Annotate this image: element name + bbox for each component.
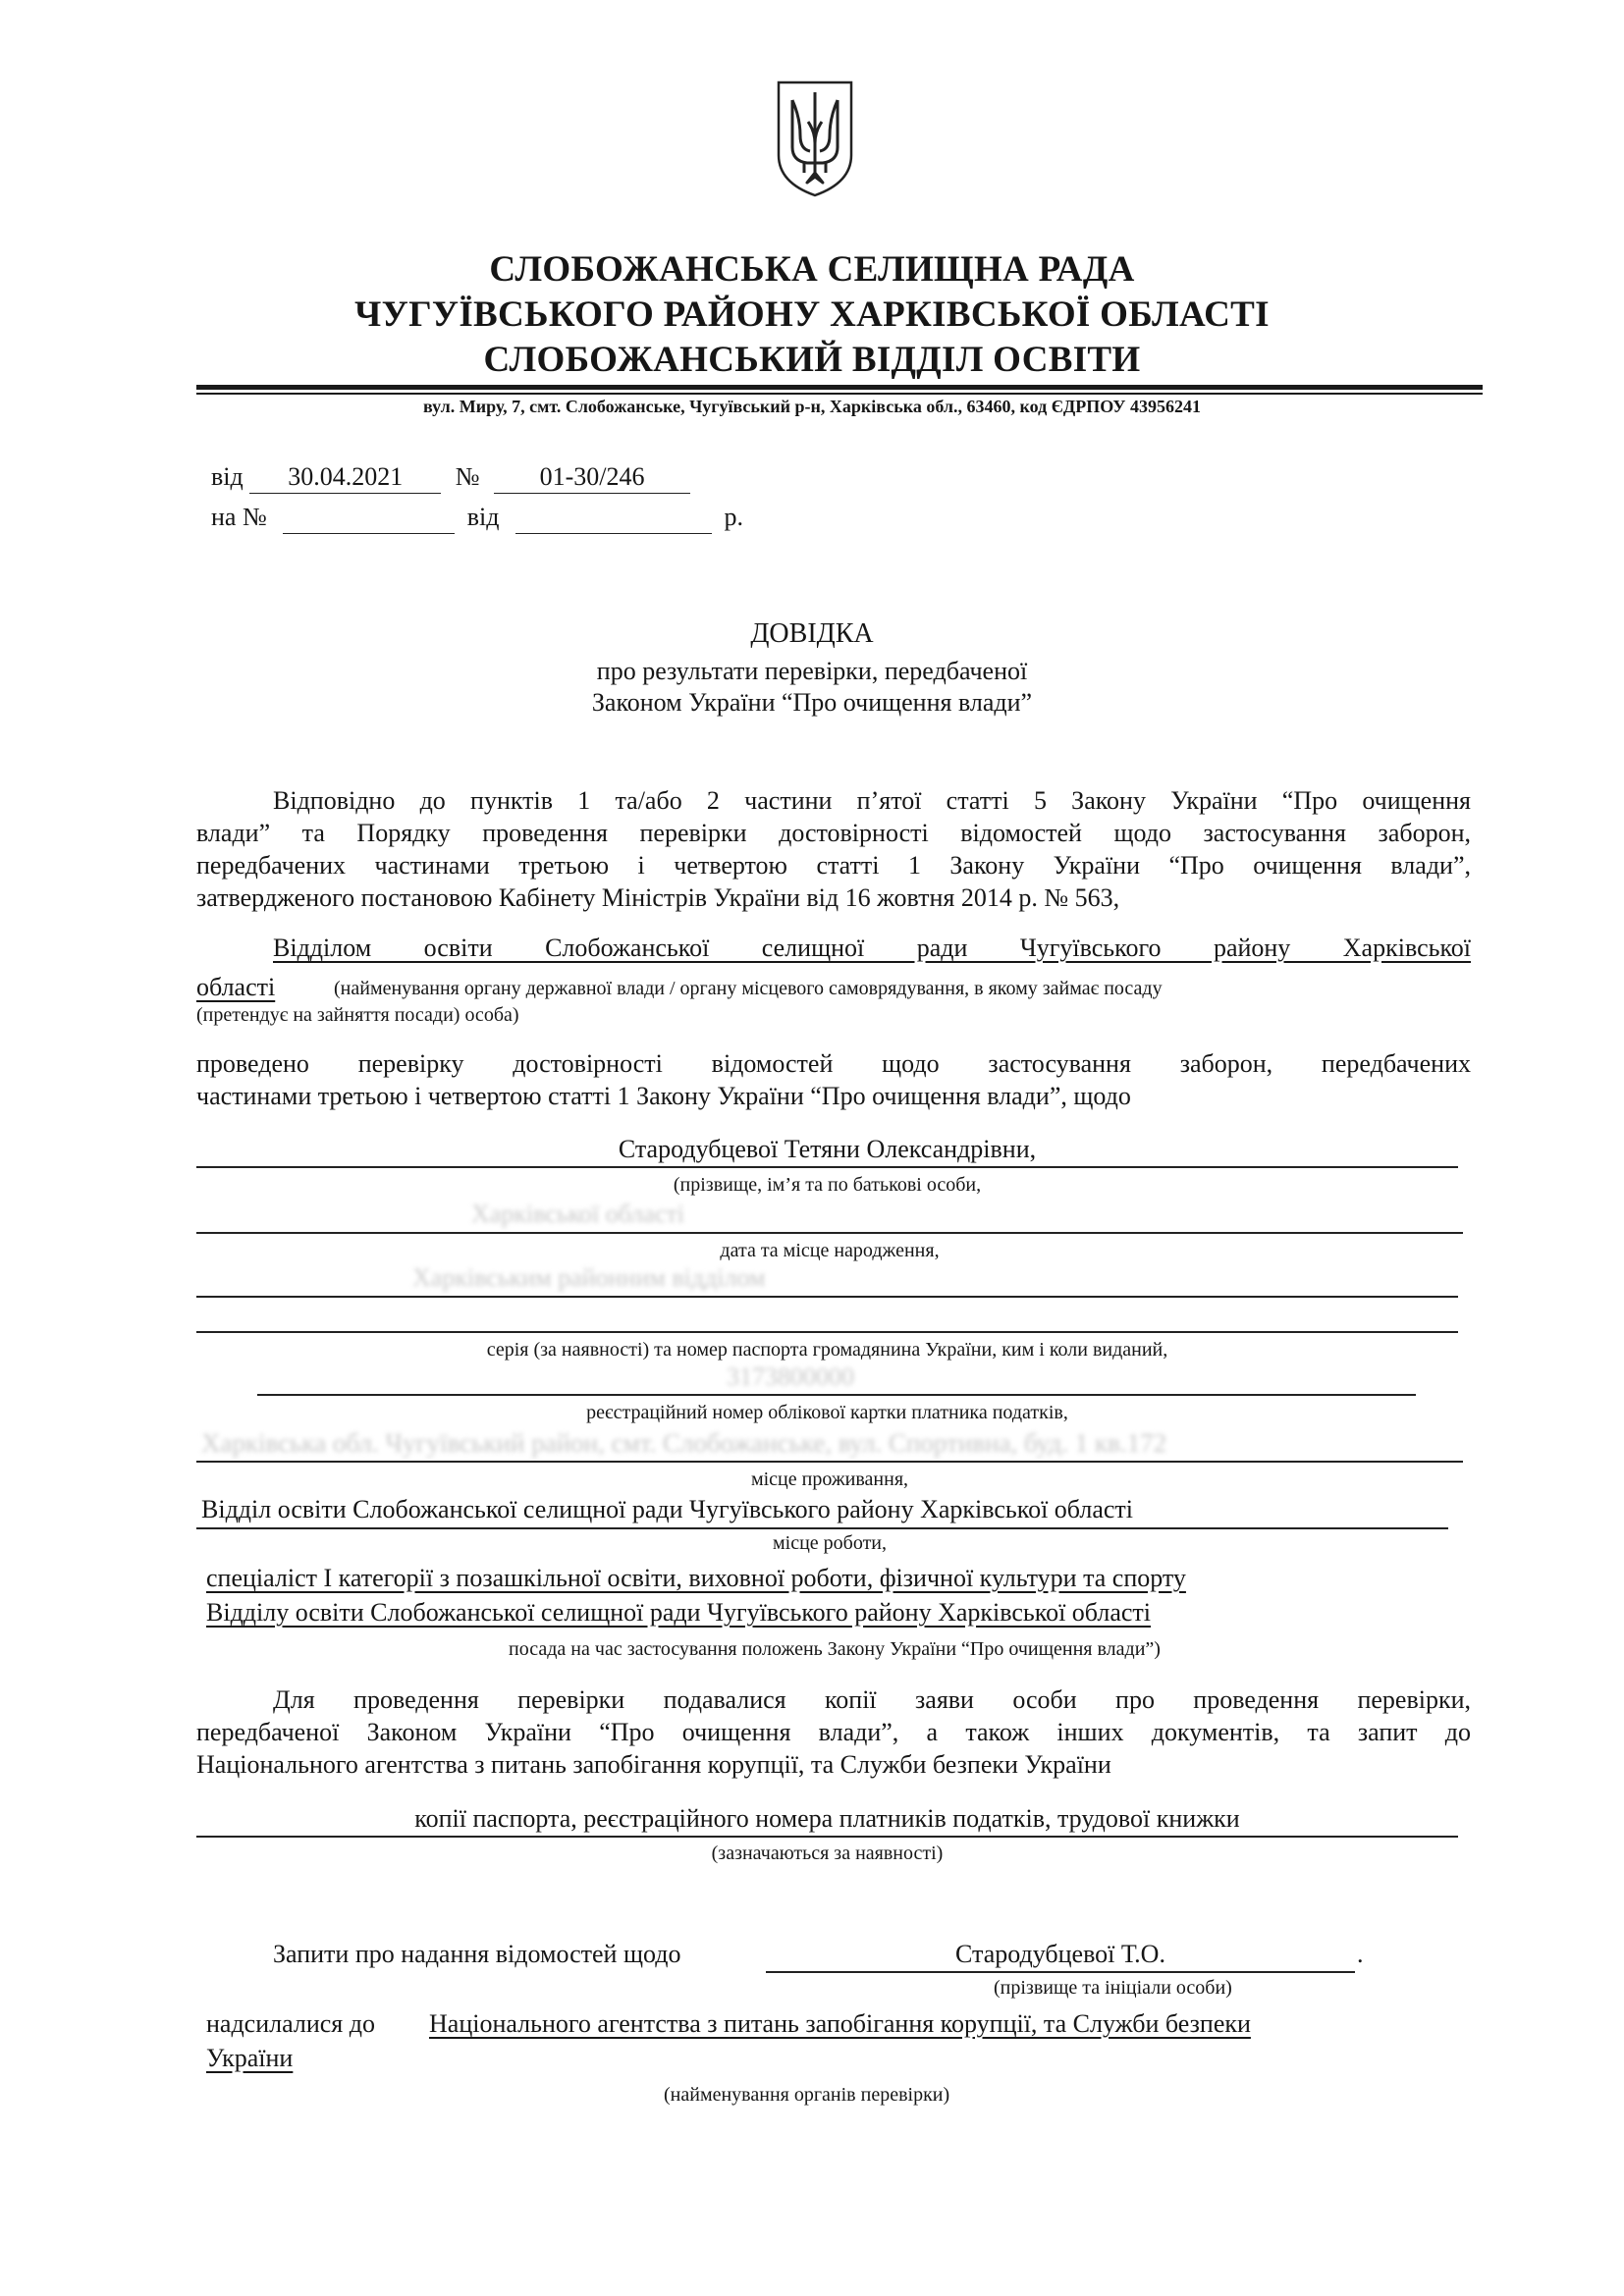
letterhead-address: вул. Миру, 7, смт. Слобожанське, Чугуївський р-н, Харківська обл., 63460, код ЄДРПОУ 43956241 (423, 397, 1201, 416)
requests-person-line (766, 1971, 1355, 1973)
tax-number-redacted: 3173800000 (727, 1362, 854, 1391)
sent-to-line-2: України (206, 2044, 294, 2072)
residence-caption: місце проживання, (750, 1468, 909, 1490)
documents-paragraph-line-1: Для проведення перевірки подавалися копії заяви особи про проведення перевірки, (273, 1685, 1471, 1714)
reference-date-blank (515, 502, 712, 534)
tax-number-caption: реєстраційний номер облікової картки платника податків, (586, 1402, 1068, 1423)
paragraph-1-line-1: Відповідно до пунктів 1 та/або 2 частини п’ятої статті 5 Закону України “Про очищення (273, 786, 1471, 815)
year-label: р. (724, 503, 743, 531)
sent-to-label: надсилалися до (206, 2009, 375, 2038)
person-name-line (196, 1166, 1458, 1168)
person-name-caption: (прізвище, ім’я та по батькові особи, (673, 1174, 982, 1196)
letterhead-rule-thin (196, 393, 1483, 395)
letterhead-line-3: СЛОБОЖАНСЬКИЙ ВІДДІЛ ОСВІТИ (483, 340, 1141, 380)
residence-line (196, 1461, 1463, 1463)
position-caption: посада на час застосування положень Закону України “Про очищення влади”) (509, 1638, 1161, 1660)
paragraph-1-line-2: влади” та Порядку проведення перевірки достовірності відомостей щодо застосування заборон, (196, 819, 1471, 847)
birth-value-redacted: Харківської області (471, 1200, 684, 1228)
paragraph-2-line-1: проведено перевірку достовірності відомостей щодо застосування заборон, передбачених (196, 1049, 1471, 1078)
organization-caption-2: (претендує на зайняття посади) особа) (196, 1004, 519, 1026)
paragraph-2-line-2: частинами третьою і четвертою статті 1 Закону України “Про очищення влади”, щодо (196, 1082, 1131, 1110)
organization-caption-1: (найменування органу державної влади / органу місцевого самоврядування, в якому займає посаду (334, 978, 1163, 999)
sent-to-line-1: Національного агентства з питань запобігання корупції, та Служби безпеки (429, 2009, 1251, 2038)
position-line-1: спеціаліст І категорії з позашкільної освіти, виховної роботи, фізичної культури та спорту (206, 1564, 1186, 1592)
document-subtitle-1: про результати перевірки, передбаченої (596, 657, 1028, 685)
document-title: ДОВІДКА (750, 618, 874, 649)
work-place-caption: місце роботи, (772, 1532, 888, 1554)
person-name: Стародубцевої Тетяни Олександрівни, (618, 1135, 1037, 1163)
reference-number-blank (283, 502, 455, 534)
paragraph-1-line-3: передбачених частинами третьою і четвертою статті 1 Закону України “Про очищення влади”, (196, 851, 1471, 880)
birth-caption: дата та місце народження, (720, 1240, 940, 1261)
reference-from-label: від (466, 503, 500, 531)
reference-label: на № (211, 503, 267, 531)
passport-caption: серія (за наявності) та номер паспорта громадянина України, ким і коли виданий, (486, 1339, 1168, 1361)
from-label: від (211, 462, 244, 491)
residence-redacted: Харківська обл. Чугуївський район, смт. Слобожанське, вул. Спортивна, буд. 1 кв.172 (201, 1428, 1167, 1458)
tax-number-line (257, 1394, 1416, 1396)
birth-line (196, 1232, 1463, 1234)
number-label: № (455, 462, 480, 491)
documents-paragraph-line-3: Національного агентства з питань запобігання корупції, та Служби безпеки України (196, 1750, 1111, 1779)
letterhead-rule-thick (196, 385, 1483, 390)
documents-list: копії паспорта, реєстраційного номера платників податків, трудової книжки (414, 1804, 1240, 1833)
passport-line-2 (196, 1331, 1458, 1333)
requests-label: Запити про надання відомостей щодо (273, 1940, 681, 1968)
documents-paragraph-line-2: передбаченої Законом України “Про очищення влади”, а також інших документів, та запит до (196, 1718, 1471, 1746)
passport-line-1 (196, 1296, 1458, 1298)
letterhead-line-1: СЛОБОЖАНСЬКА СЕЛИЩНА РАДА (489, 249, 1135, 290)
work-place: Відділ освіти Слобожанської селищної ради Чугуївського району Харківської області (201, 1495, 1134, 1523)
letter-number: 01-30/246 (494, 461, 690, 494)
registration-line-2 (211, 502, 743, 534)
passport-value-redacted: Харківським районним відділом (412, 1263, 766, 1292)
document-subtitle-2: Законом України “Про очищення влади” (591, 688, 1033, 717)
organization-name-line-2: області (196, 973, 276, 1001)
paragraph-1-line-4: затвердженого постановою Кабінету Міністрів України від 16 жовтня 2014 р. № 563, (196, 883, 1120, 912)
letter-date: 30.04.2021 (249, 461, 441, 494)
documents-list-line (196, 1836, 1458, 1838)
work-place-line (196, 1527, 1448, 1529)
documents-caption: (зазначаються за наявності) (711, 1842, 944, 1864)
requests-dot: . (1357, 1940, 1364, 1968)
registration-line-1 (211, 461, 690, 494)
organization-name-line-1: Відділом освіти Слобожанської селищної ради Чугуївського району Харківської (273, 934, 1471, 962)
letterhead-line-2: ЧУГУЇВСЬКОГО РАЙОНУ ХАРКІВСЬКОЇ ОБЛАСТІ (354, 294, 1270, 335)
requests-person: Стародубцевої Т.О. (955, 1940, 1165, 1968)
sent-to-caption: (найменування органів перевірки) (664, 2084, 950, 2106)
coat-of-arms-emblem (775, 79, 855, 198)
requests-person-caption: (прізвище та ініціали особи) (994, 1977, 1232, 1999)
position-line-2: Відділу освіти Слобожанської селищної ради Чугуївського району Харківської області (206, 1598, 1152, 1627)
